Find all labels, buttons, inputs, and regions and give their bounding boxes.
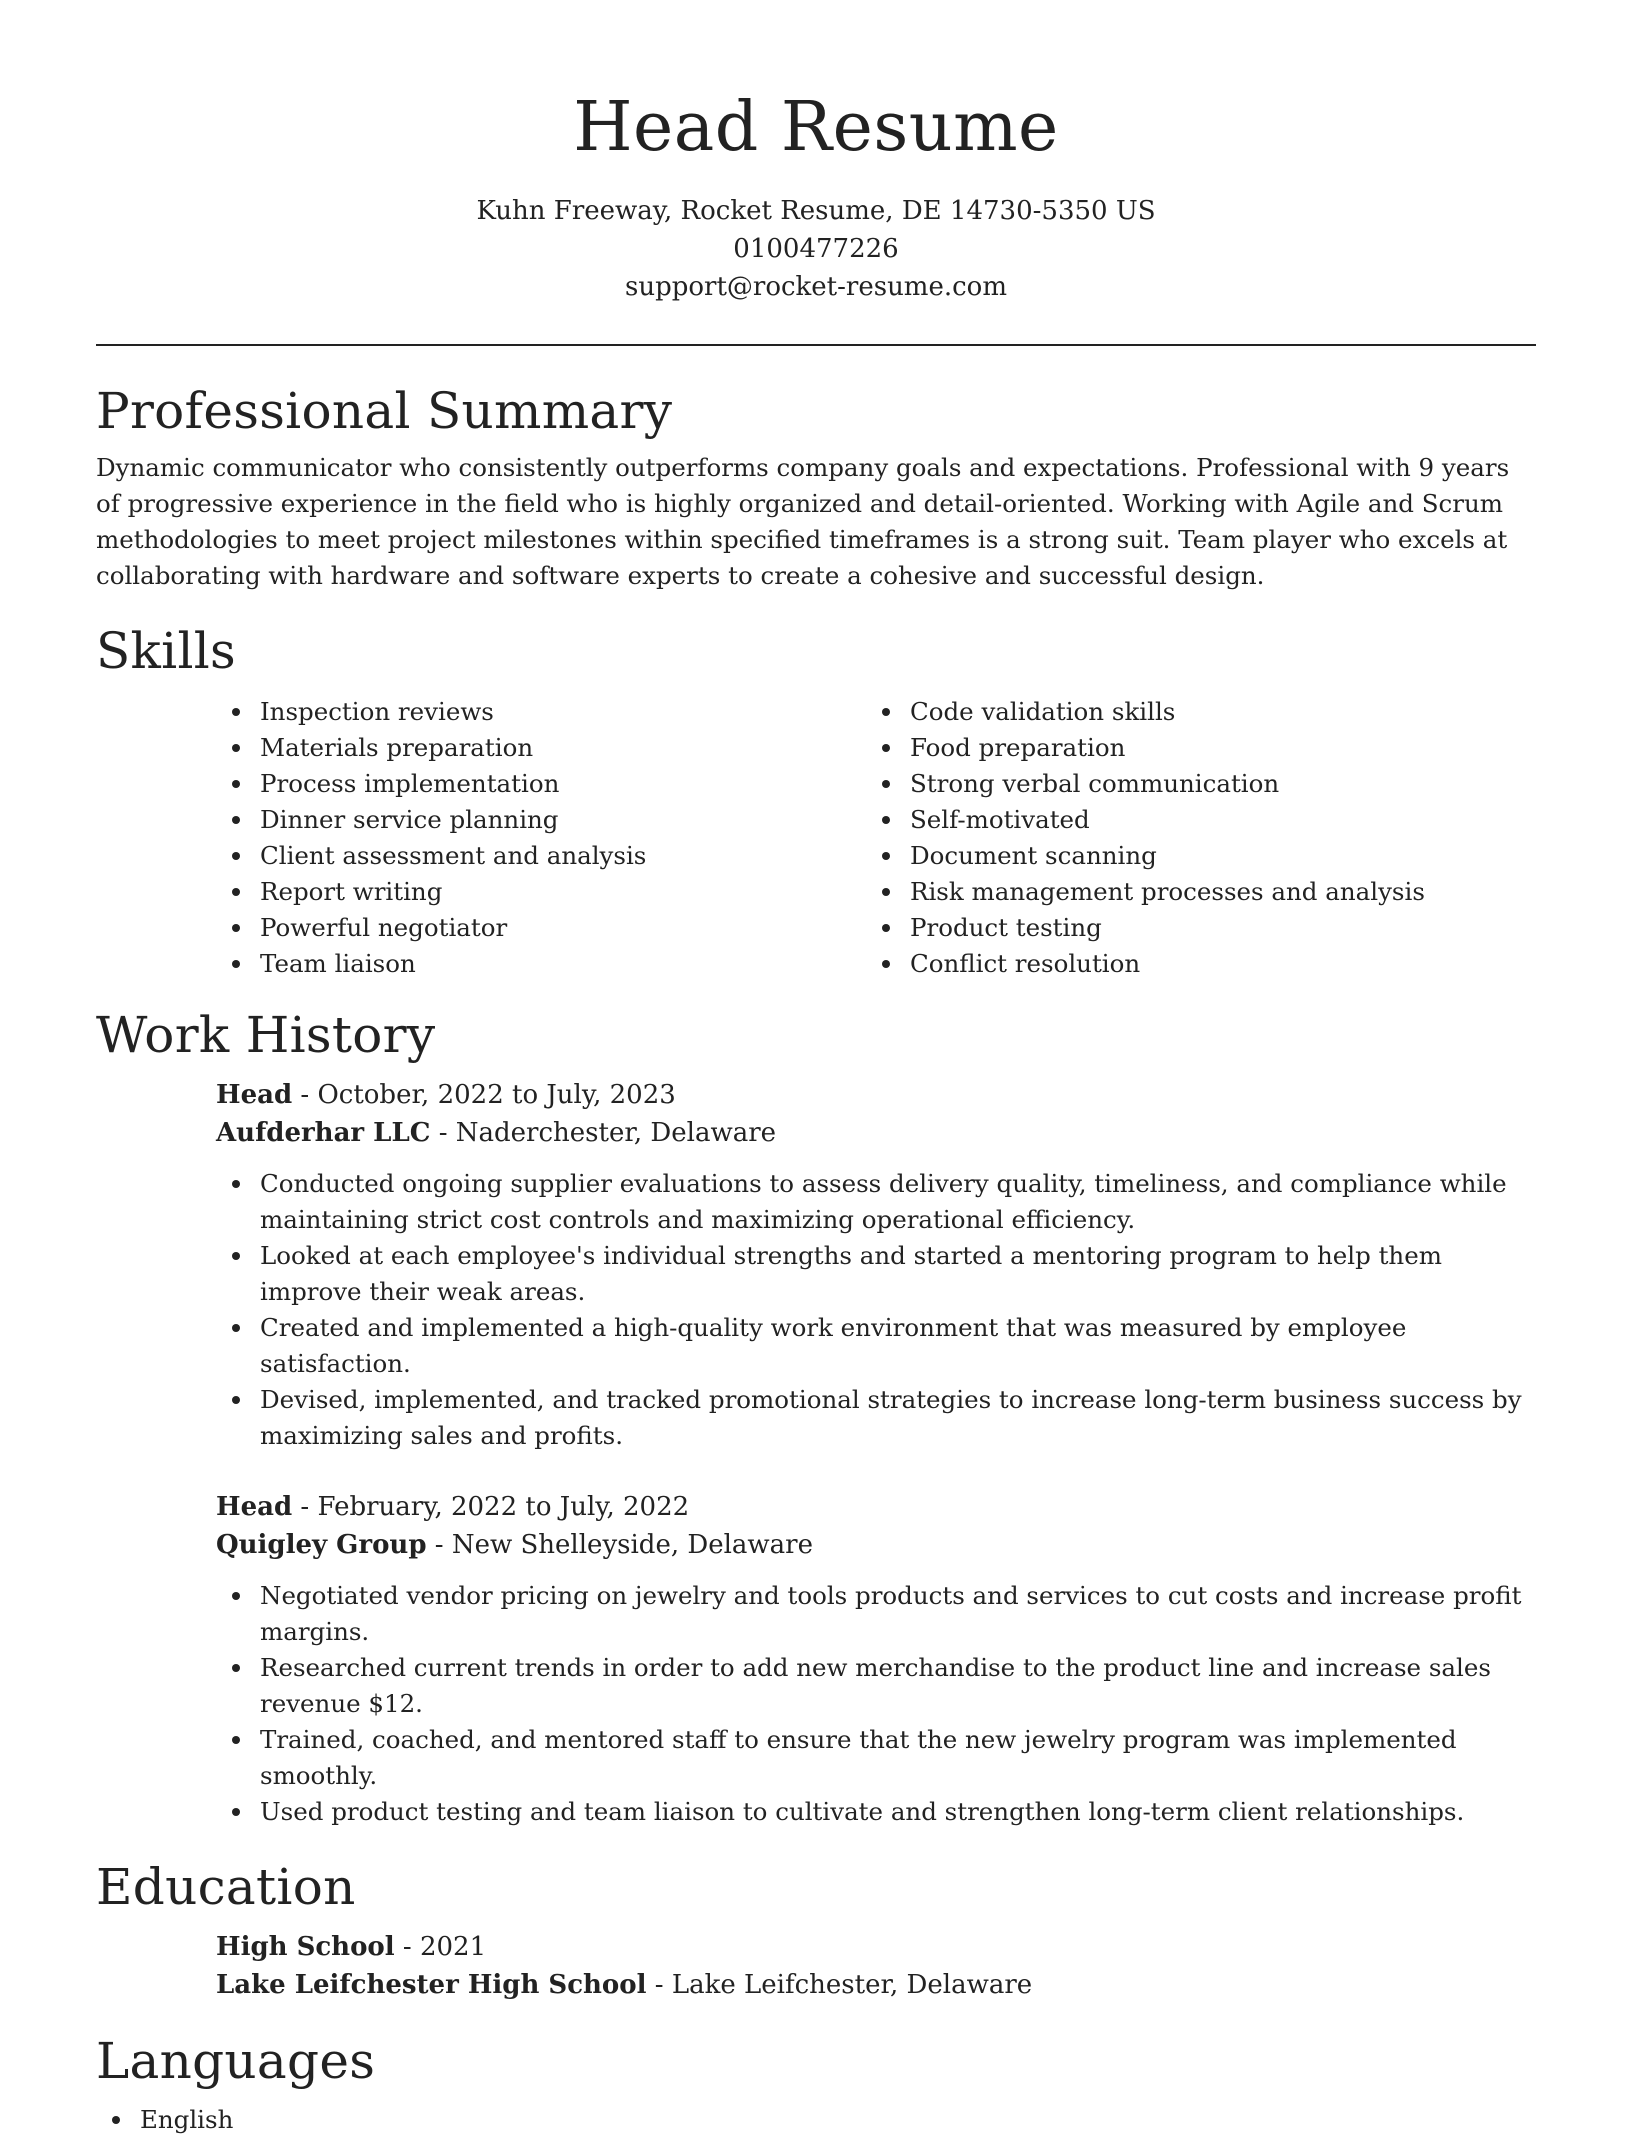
bullet-icon [232, 1664, 240, 1672]
bullet-icon [882, 852, 890, 860]
languages-title: Languages [96, 2032, 376, 2090]
list-item-text: Document scanning [910, 841, 1157, 870]
job-location: - Naderchester, Delaware [430, 1118, 777, 1148]
list-item [216, 1238, 1536, 1310]
bullet-icon [882, 744, 890, 752]
work-title: Work History [96, 1006, 436, 1064]
list-item-text: Process implementation [260, 769, 560, 798]
bullet-icon [232, 708, 240, 716]
list-item [216, 910, 866, 946]
list-item [216, 1650, 1536, 1722]
bullet-icon [232, 852, 240, 860]
resume-header [96, 0, 1536, 306]
summary-section [96, 380, 1536, 594]
list-item-text: Powerful negotiator [260, 913, 508, 942]
job-title-line [216, 1488, 1536, 1526]
list-item-text: Negotiated vendor pricing on jewelry and tools products and services to cut costs and increase profit margins. [260, 1581, 1522, 1646]
list-item-text: Report writing [260, 877, 443, 906]
education-section [96, 1856, 1536, 2004]
list-item [216, 1578, 1536, 1650]
list-item-text: Client assessment and analysis [260, 841, 647, 870]
list-item-text: Conflict resolution [910, 949, 1141, 978]
list-item [866, 766, 1496, 802]
bullet-icon [882, 780, 890, 788]
list-item [216, 730, 866, 766]
list-item-text: Inspection reviews [260, 697, 494, 726]
list-item [216, 1794, 1536, 1830]
list-item-text: Food preparation [910, 733, 1126, 762]
list-item-text: Conducted ongoing supplier evaluations to assess delivery quality, timeliness, and compliance while maintaining strict cost controls and maximizing operational efficiency. [260, 1169, 1507, 1234]
job-entry [216, 1076, 1536, 1454]
list-item-text: Materials preparation [260, 733, 534, 762]
list-item [216, 694, 866, 730]
list-item-text: Product testing [910, 913, 1102, 942]
bullet-icon [112, 2116, 120, 2124]
list-item-text: Risk management processes and analysis [910, 877, 1425, 906]
job-role: Head [216, 1080, 293, 1110]
skills-list [216, 694, 1536, 982]
list-item-text: Dinner service planning [260, 805, 559, 834]
list-item [866, 802, 1496, 838]
list-item [216, 874, 866, 910]
list-item [866, 694, 1496, 730]
list-item [216, 946, 866, 982]
job-company-line [216, 1114, 1536, 1152]
summary-text: Dynamic communicator who consistently outperforms company goals and expectations. Professional with 9 years of progressive experience in the field who is highly organized and detail-oriented. Working with Agile and Scrum methodologies to meet project milestones within specified timeframes is a strong suit. Team player who excels at collaborating with hardware and software experts to create a cohesive and successful design. [96, 453, 1510, 590]
list-item-text: Code validation skills [910, 697, 1176, 726]
list-item-text: English [140, 2105, 234, 2134]
education-title: Education [96, 1858, 356, 1916]
list-item [216, 766, 866, 802]
list-item-text: Created and implemented a high-quality work environment that was measured by employee satisfaction. [260, 1313, 1407, 1378]
resume-name: Head Resume [573, 88, 1059, 167]
bullet-icon [232, 888, 240, 896]
languages-section [96, 2030, 1536, 2138]
list-item [866, 838, 1496, 874]
education-year: - 2021 [394, 1932, 487, 1962]
job-bullets [216, 1166, 1536, 1454]
list-item-text: Looked at each employee's individual strengths and started a mentoring program to help them improve their weak areas. [260, 1241, 1442, 1306]
bullet-icon [232, 960, 240, 968]
education-location: - Lake Leifchester, Delaware [646, 1970, 1033, 2000]
languages-list [96, 2102, 1536, 2138]
list-item-text: Strong verbal communication [910, 769, 1280, 798]
bullet-icon [232, 1180, 240, 1188]
education-entry [216, 1928, 1536, 2004]
list-item-text: Team liaison [260, 949, 416, 978]
education-degree-line [216, 1928, 1536, 1966]
bullet-icon [232, 1736, 240, 1744]
job-dates: - February, 2022 to July, 2022 [292, 1492, 690, 1522]
bullet-icon [882, 708, 890, 716]
bullet-icon [232, 780, 240, 788]
list-item-text: Used product testing and team liaison to cultivate and strengthen long-term client relationships. [260, 1797, 1465, 1826]
job-title-line [216, 1076, 1536, 1114]
list-item [216, 1166, 1536, 1238]
skills-column-1 [216, 694, 866, 982]
bullet-icon [232, 1808, 240, 1816]
education-school-line [216, 1966, 1536, 2004]
list-item [866, 946, 1496, 982]
list-item-text: Devised, implemented, and tracked promotional strategies to increase long-term business success by maximizing sales and profits. [260, 1385, 1522, 1450]
bullet-icon [232, 1324, 240, 1332]
education-school: Lake Leifchester High School [216, 1970, 647, 2000]
job-dates: - October, 2022 to July, 2023 [292, 1080, 676, 1110]
job-entry [216, 1488, 1536, 1830]
job-location: - New Shelleyside, Delaware [426, 1530, 813, 1560]
bullet-icon [232, 1592, 240, 1600]
job-company-line [216, 1526, 1536, 1564]
bullet-icon [882, 888, 890, 896]
education-degree: High School [216, 1932, 395, 1962]
phone: 0100477226 [733, 234, 899, 264]
list-item [866, 910, 1496, 946]
bullet-icon [882, 816, 890, 824]
skills-section [96, 620, 1536, 982]
bullet-icon [232, 924, 240, 932]
job-role: Head [216, 1492, 293, 1522]
job-company: Aufderhar LLC [216, 1118, 431, 1148]
job-company: Quigley Group [216, 1530, 427, 1560]
work-section [96, 1004, 1536, 1830]
skills-title: Skills [96, 622, 236, 680]
list-item [216, 1310, 1536, 1382]
list-item [866, 874, 1496, 910]
list-item [216, 1382, 1536, 1454]
list-item [216, 1722, 1536, 1794]
bullet-icon [232, 744, 240, 752]
email: support@rocket-resume.com [624, 272, 1007, 302]
header-divider [96, 344, 1536, 346]
bullet-icon [882, 924, 890, 932]
address: Kuhn Freeway, Rocket Resume, DE 14730-5350 US [476, 196, 1156, 226]
list-item-text: Researched current trends in order to add new merchandise to the product line and increase sales revenue $12. [260, 1653, 1491, 1718]
skills-column-2 [866, 694, 1496, 982]
list-item [216, 838, 866, 874]
job-bullets [216, 1578, 1536, 1830]
list-item-text: Trained, coached, and mentored staff to ensure that the new jewelry program was implemented smoothly. [260, 1725, 1457, 1790]
list-item [96, 2102, 1536, 2138]
bullet-icon [232, 816, 240, 824]
list-item-text: Self-motivated [910, 805, 1090, 834]
contact-info [96, 192, 1536, 306]
bullet-icon [882, 960, 890, 968]
bullet-icon [232, 1252, 240, 1260]
list-item [216, 802, 866, 838]
list-item [866, 730, 1496, 766]
bullet-icon [232, 1396, 240, 1404]
summary-title: Professional Summary [96, 382, 673, 440]
